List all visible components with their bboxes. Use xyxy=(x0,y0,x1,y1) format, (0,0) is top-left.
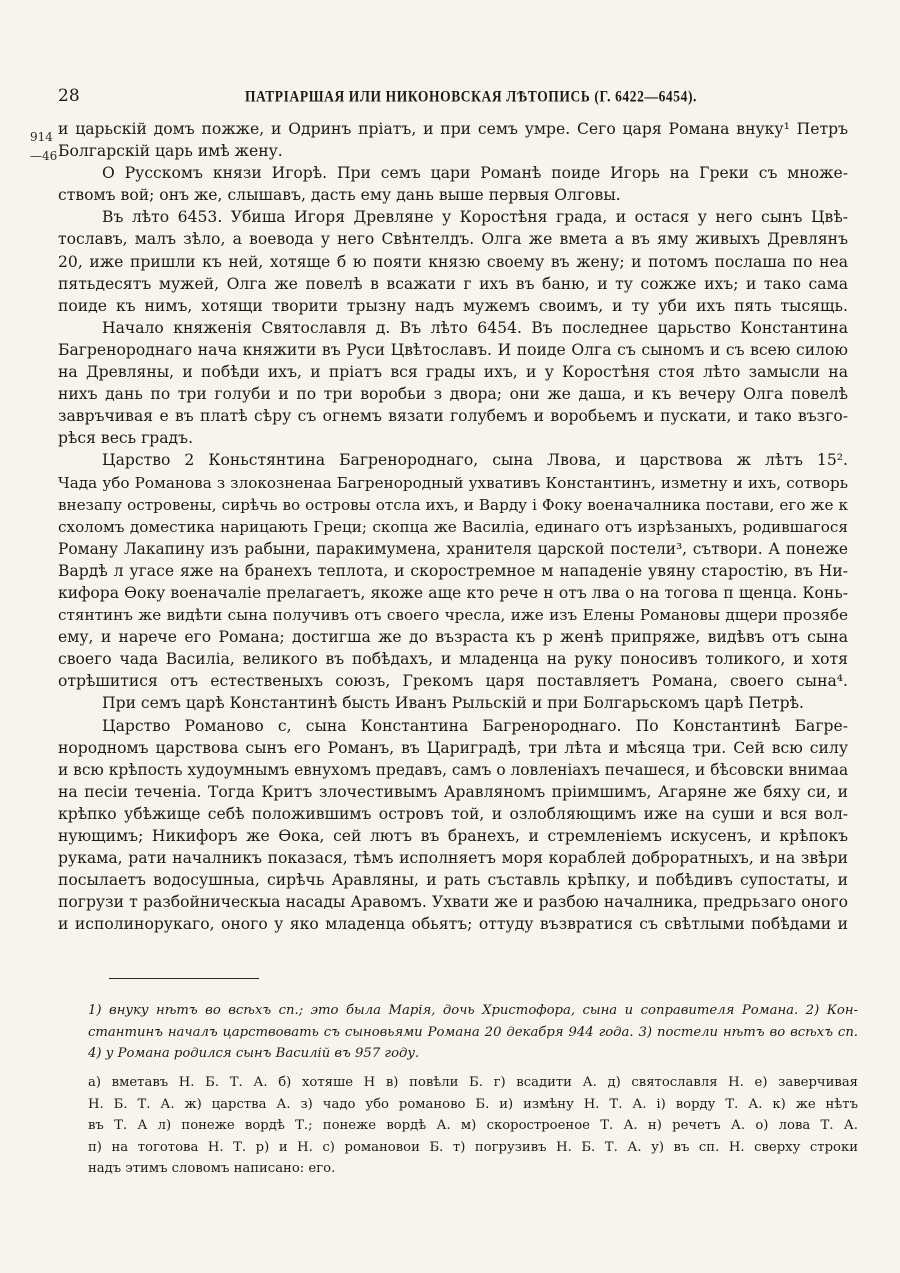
text-line: О Русскомъ князи Игорѣ. При семъ цари Романѣ поиде Игорь на Греки съ множе- xyxy=(102,164,848,183)
text-line: своего чада Василіа, великого въ побѣдахъ, и младенца на руку поносивъ толикого, и хотя xyxy=(58,650,848,669)
text-line: завръчивая е въ платѣ сѣру съ огнемъ вязати голубемъ и воробьемъ и пускати, и тако възго- xyxy=(58,407,848,426)
text-line: ему, и нарече его Романа; достигша же до възраста къ р женѣ припряже, видѣвъ отъ сына xyxy=(58,628,848,647)
footnote-divider xyxy=(109,978,259,979)
text-line: нующимъ; Никифоръ же Ѳока, сей лютъ въ бранехъ, и стремленіемъ искусенъ, и крѣпокъ xyxy=(58,827,848,845)
margin-year-end: —46 xyxy=(30,149,58,163)
text-line: рукама, рати началникъ показася, тѣмъ исполняетъ моря кораблей доброратныхъ, и на звѣри xyxy=(58,849,848,868)
text-line: Вардѣ л угасе яже на бранехъ теплота, и скоростремное м нападеніе увяну старостію, въ Ни- xyxy=(58,561,848,580)
text-line: Начало княженія Святославля д. Въ лѣто 6454. Въ последнее царьство Константина xyxy=(102,318,848,337)
text-line: Царство 2 Коньстянтина Багренороднаго, сына Лвова, и царствова ж лѣтъ 15². xyxy=(102,451,848,470)
text-line: и исполинорукаго, оного у яко младенца обьятъ; оттуду възвратися съ свѣтлыми побѣдами и xyxy=(58,915,848,934)
chronicle-text xyxy=(58,118,848,935)
text-line: и царьскій домъ пожже, и Одринъ пріатъ, и при семъ умре. Сего царя Романа внуку¹ Петръ xyxy=(58,120,848,138)
text-line: нихъ дань по три голуби и по три воробьи з двора; они же даша, и къ вечеру Олга повелѣ xyxy=(58,385,848,404)
text-line: Багренороднаго нача княжити въ Руси Цвѣтославъ. И поиде Олга съ сыномъ и съ всею силою xyxy=(58,340,848,359)
footnote-line: стантинъ началъ царствовать съ сыновьями Романа 20 декабря 944 года. 3) постели нѣтъ во всѣхъ сп. xyxy=(88,1024,858,1040)
variant-line: надъ этимъ словомъ написано: его. xyxy=(88,1161,336,1176)
text-line: Болгарскій царь имѣ жену. xyxy=(58,142,283,161)
text-line: тославъ, малъ зѣло, а воевода у него Свѣнтелдъ. Олга же вмета а въ яму живыхъ Древлянъ xyxy=(58,230,848,249)
variant-line: Н. Б. Т. А. ж) царства А. з) чадо убо романово Б. и) измѣну Н. Т. А. і) ворду Т. А. к) же нѣтъ xyxy=(88,1096,858,1112)
variant-line: а) вметавъ Н. Б. Т. А. б) хотяше Н в) повѣли Б. г) всадити А. д) святославля Н. е) заверчивая xyxy=(88,1075,858,1090)
text-line: на Древляны, и побѣди ихъ, и пріатъ вся грады ихъ, и у Коростѣня стоя лѣто замысли на xyxy=(58,363,848,382)
running-head xyxy=(58,86,848,108)
text-line: стянтинъ же видѣти сына получивъ отъ своего чресла, иже изъ Елены Романовы дщери прозябе xyxy=(58,606,848,625)
text-line: рѣся весь градъ. xyxy=(58,429,194,448)
footnote-line: 1) внуку нѣтъ во всѣхъ сп.; это была Марія, дочь Христофора, сына и соправителя Романа. 2) Кон- xyxy=(88,1003,858,1018)
text-line: Чада убо Романова з злокозненаа Багренородный ухвативъ Константинъ, изметну и ихъ, сотворь xyxy=(58,473,848,492)
text-line: При семъ царѣ Константинѣ бысть Иванъ Рыльскій и при Болгарьскомъ царѣ Петрѣ. xyxy=(102,694,805,713)
text-line: посылаетъ водосушныа, сирѣчь Аравляны, и рать съставль крѣпку, и побѣдивъ супостаты, и xyxy=(58,871,848,890)
page-number: 28 xyxy=(58,86,80,106)
variant-line: въ Т. А л) понеже вордѣ Т.; понеже вордѣ А. м) скоростроеное Т. А. н) речетъ А. о) лова Т. А. xyxy=(88,1118,858,1133)
text-line: ствомъ вой; онъ же, слышавъ, дасть ему дань выше первыя Олговы. xyxy=(58,186,621,205)
footnote-line: 4) у Романа родился сынъ Василій въ 957 году. xyxy=(88,1046,420,1061)
text-line: погрузи т разбойническыа насады Аравомъ. Ухвати же и разбою началника, предрьзаго оного xyxy=(58,893,848,912)
text-line: кифора Ѳоку военачаліе прелагаетъ, якоже аще кто рече н отъ лва о на тогова п щенца. Конь- xyxy=(58,583,848,602)
text-line: схоломъ доместика нарицають Греци; скопца же Василіа, единаго отъ изрѣзаныхъ, родившагося xyxy=(58,517,848,536)
lettered-variants xyxy=(88,1072,858,1180)
text-line: на песіи теченіа. Тогда Критъ злочестивымъ Аравляномъ пріимшимъ, Агаряне же бяху си, и xyxy=(58,782,848,801)
text-line: крѣпко убѣжище себѣ положившимъ островъ той, и озлобляющимъ иже на суши и вся вол- xyxy=(58,804,848,823)
text-line: Роману Лакапину изъ рабыни, паракимумена, хранителя царской постели³, сътвори. А понеже xyxy=(58,539,848,558)
text-line: 20, иже пришли къ ней, хотяще б ю пояти князю своему въ жену; и потомъ послаша по неа xyxy=(58,252,848,271)
text-line: внезапу островены, сирѣчь во островы отсла ихъ, и Варду і Фоку военачалника постави, его же к xyxy=(58,495,848,514)
text-line: Въ лѣто 6453. Убиша Игоря Древляне у Коростѣня града, и остася у него сынъ Цвѣ- xyxy=(102,208,848,227)
text-line: Царство Романово с, сына Константина Багренороднаго. По Константинѣ Багре- xyxy=(102,716,848,735)
text-line: пятьдесятъ мужей, Олга же повелѣ в всажати г ихъ въ баню, и ту сожже ихъ; и тако сама xyxy=(58,274,848,293)
text-line: нородномъ царствова сынъ его Романъ, въ Цариградѣ, три лѣта и мѣсяца три. Сей всю силу xyxy=(58,738,848,757)
margin-year-start: 914 xyxy=(30,130,53,144)
running-title: ПАТРІАРШАЯ ИЛИ НИКОНОВСКАЯ ЛѢТОПИСЬ (Г. 6422—6454). xyxy=(244,87,698,106)
text-line: поиде къ нимъ, хотящи творити трызну надъ мужемъ своимъ, и ту уби ихъ пять тысящь. xyxy=(58,296,848,315)
text-line: отрѣшитися отъ естественыхъ союзъ, Грекомъ царя поставляетъ Романа, своего сына⁴. xyxy=(58,672,848,691)
variant-line: п) на тоготова Н. Т. р) и Н. с) романовои Б. т) погрузивъ Н. Б. Т. А. у) въ сп. Н. сверху строки xyxy=(88,1139,858,1155)
numbered-footnotes xyxy=(88,1000,858,1065)
text-line: и всю крѣпость худоумнымъ евнухомъ предавъ, самъ о ловленіахъ печашеся, и бѣсовски внимаа xyxy=(58,760,848,779)
